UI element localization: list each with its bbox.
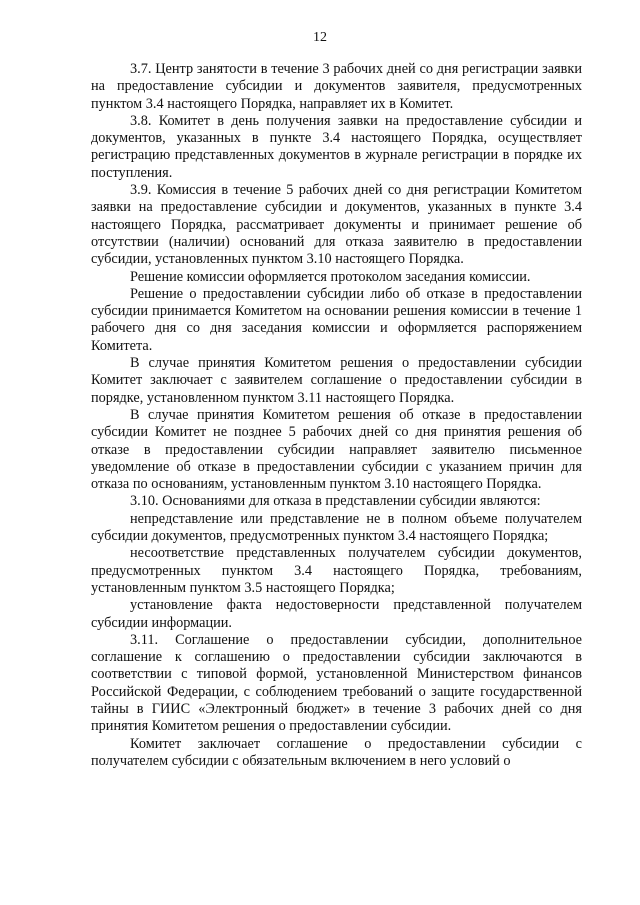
paragraph-commission-protocol: Решение комиссии оформляется протоколом заседания комиссии.	[130, 268, 531, 285]
refusal-ground-3: установление факта недостоверности представленной получателем субсидии информации.	[91, 597, 582, 631]
page-number: 12	[313, 30, 327, 45]
document-body	[91, 61, 582, 770]
paragraph-grant-case: В случае принятия Комитетом решения о предоставлении субсидии Комитет заключает с заявителем соглашение о предоставлении субсидии в порядке, установленном пунктом 3.11 настоящего Порядка.	[91, 355, 582, 406]
paragraph-3-7: 3.7. Центр занятости в течение 3 рабочих дней со дня регистрации заявки на предоставление субсидии и документов заявителя, предусмотренных пунктом 3.4 настоящего Порядка, направляет их в Комитет.	[91, 61, 582, 112]
paragraph-3-11: 3.11. Соглашение о предоставлении субсидии, дополнительное соглашение к соглашению о предоставлении субсидии заключаются в соответствии с типовой формой, установленной Министерством финансов Российской Федерации, с соблюдением требований о защите государственной тайны в ГИИС «Электронный бюджет» в течение 3 рабочих дней со дня принятия Комитетом решения о предоставлении субсидии.	[91, 631, 582, 735]
paragraph-3-9: 3.9. Комиссия в течение 5 рабочих дней со дня регистрации Комитетом заявки на предоставление субсидии и документов, указанных в пункте 3.4 настоящего Порядка, рассматривает документы и принимает решение об отсутствии (наличии) оснований для отказа заявителю в предоставлении субсидии, установленных пунктом 3.10 настоящего Порядка.	[91, 182, 582, 268]
paragraph-agreement-conditions: Комитет заключает соглашение о предоставлении субсидии с получателем субсидии с обязательным включением в него условий о	[91, 735, 582, 769]
refusal-ground-1: непредставление или представление не в полном объеме получателем субсидии документов, предусмотренных пунктом 3.4 настоящего Порядка;	[91, 510, 582, 545]
paragraph-refusal-case: В случае принятия Комитетом решения об отказе в предоставлении субсидии Комитет не позднее 5 рабочих дней со дня принятия решения об отказе в предоставлении субсидии направляет заявителю письменное уведомление об отказе в предоставлении субсидии с указанием причин для отказа по основаниям, установленным пунктом 3.10 настоящего Порядка.	[91, 406, 582, 493]
paragraph-3-8: 3.8. Комитет в день получения заявки на предоставление субсидии и документов, указанных в пункте 3.4 настоящего Порядка, осуществляет регистрацию представленных документов в журнале регистрации в порядке их поступления.	[91, 112, 582, 181]
paragraph-3-10: 3.10. Основаниями для отказа в представлении субсидии являются:	[130, 493, 541, 510]
refusal-ground-2: несоответствие представленных получателем субсидии документов, предусмотренных пунктом 3.4 настоящего Порядка, требованиям, установленным пунктом 3.5 настоящего Порядка;	[91, 545, 582, 596]
paragraph-decision: Решение о предоставлении субсидии либо об отказе в предоставлении субсидии принимается Комитетом на основании решения комиссии в течение 1 рабочего дня со дня заседания комиссии и оформляется распоряжением Комитета.	[91, 285, 582, 354]
